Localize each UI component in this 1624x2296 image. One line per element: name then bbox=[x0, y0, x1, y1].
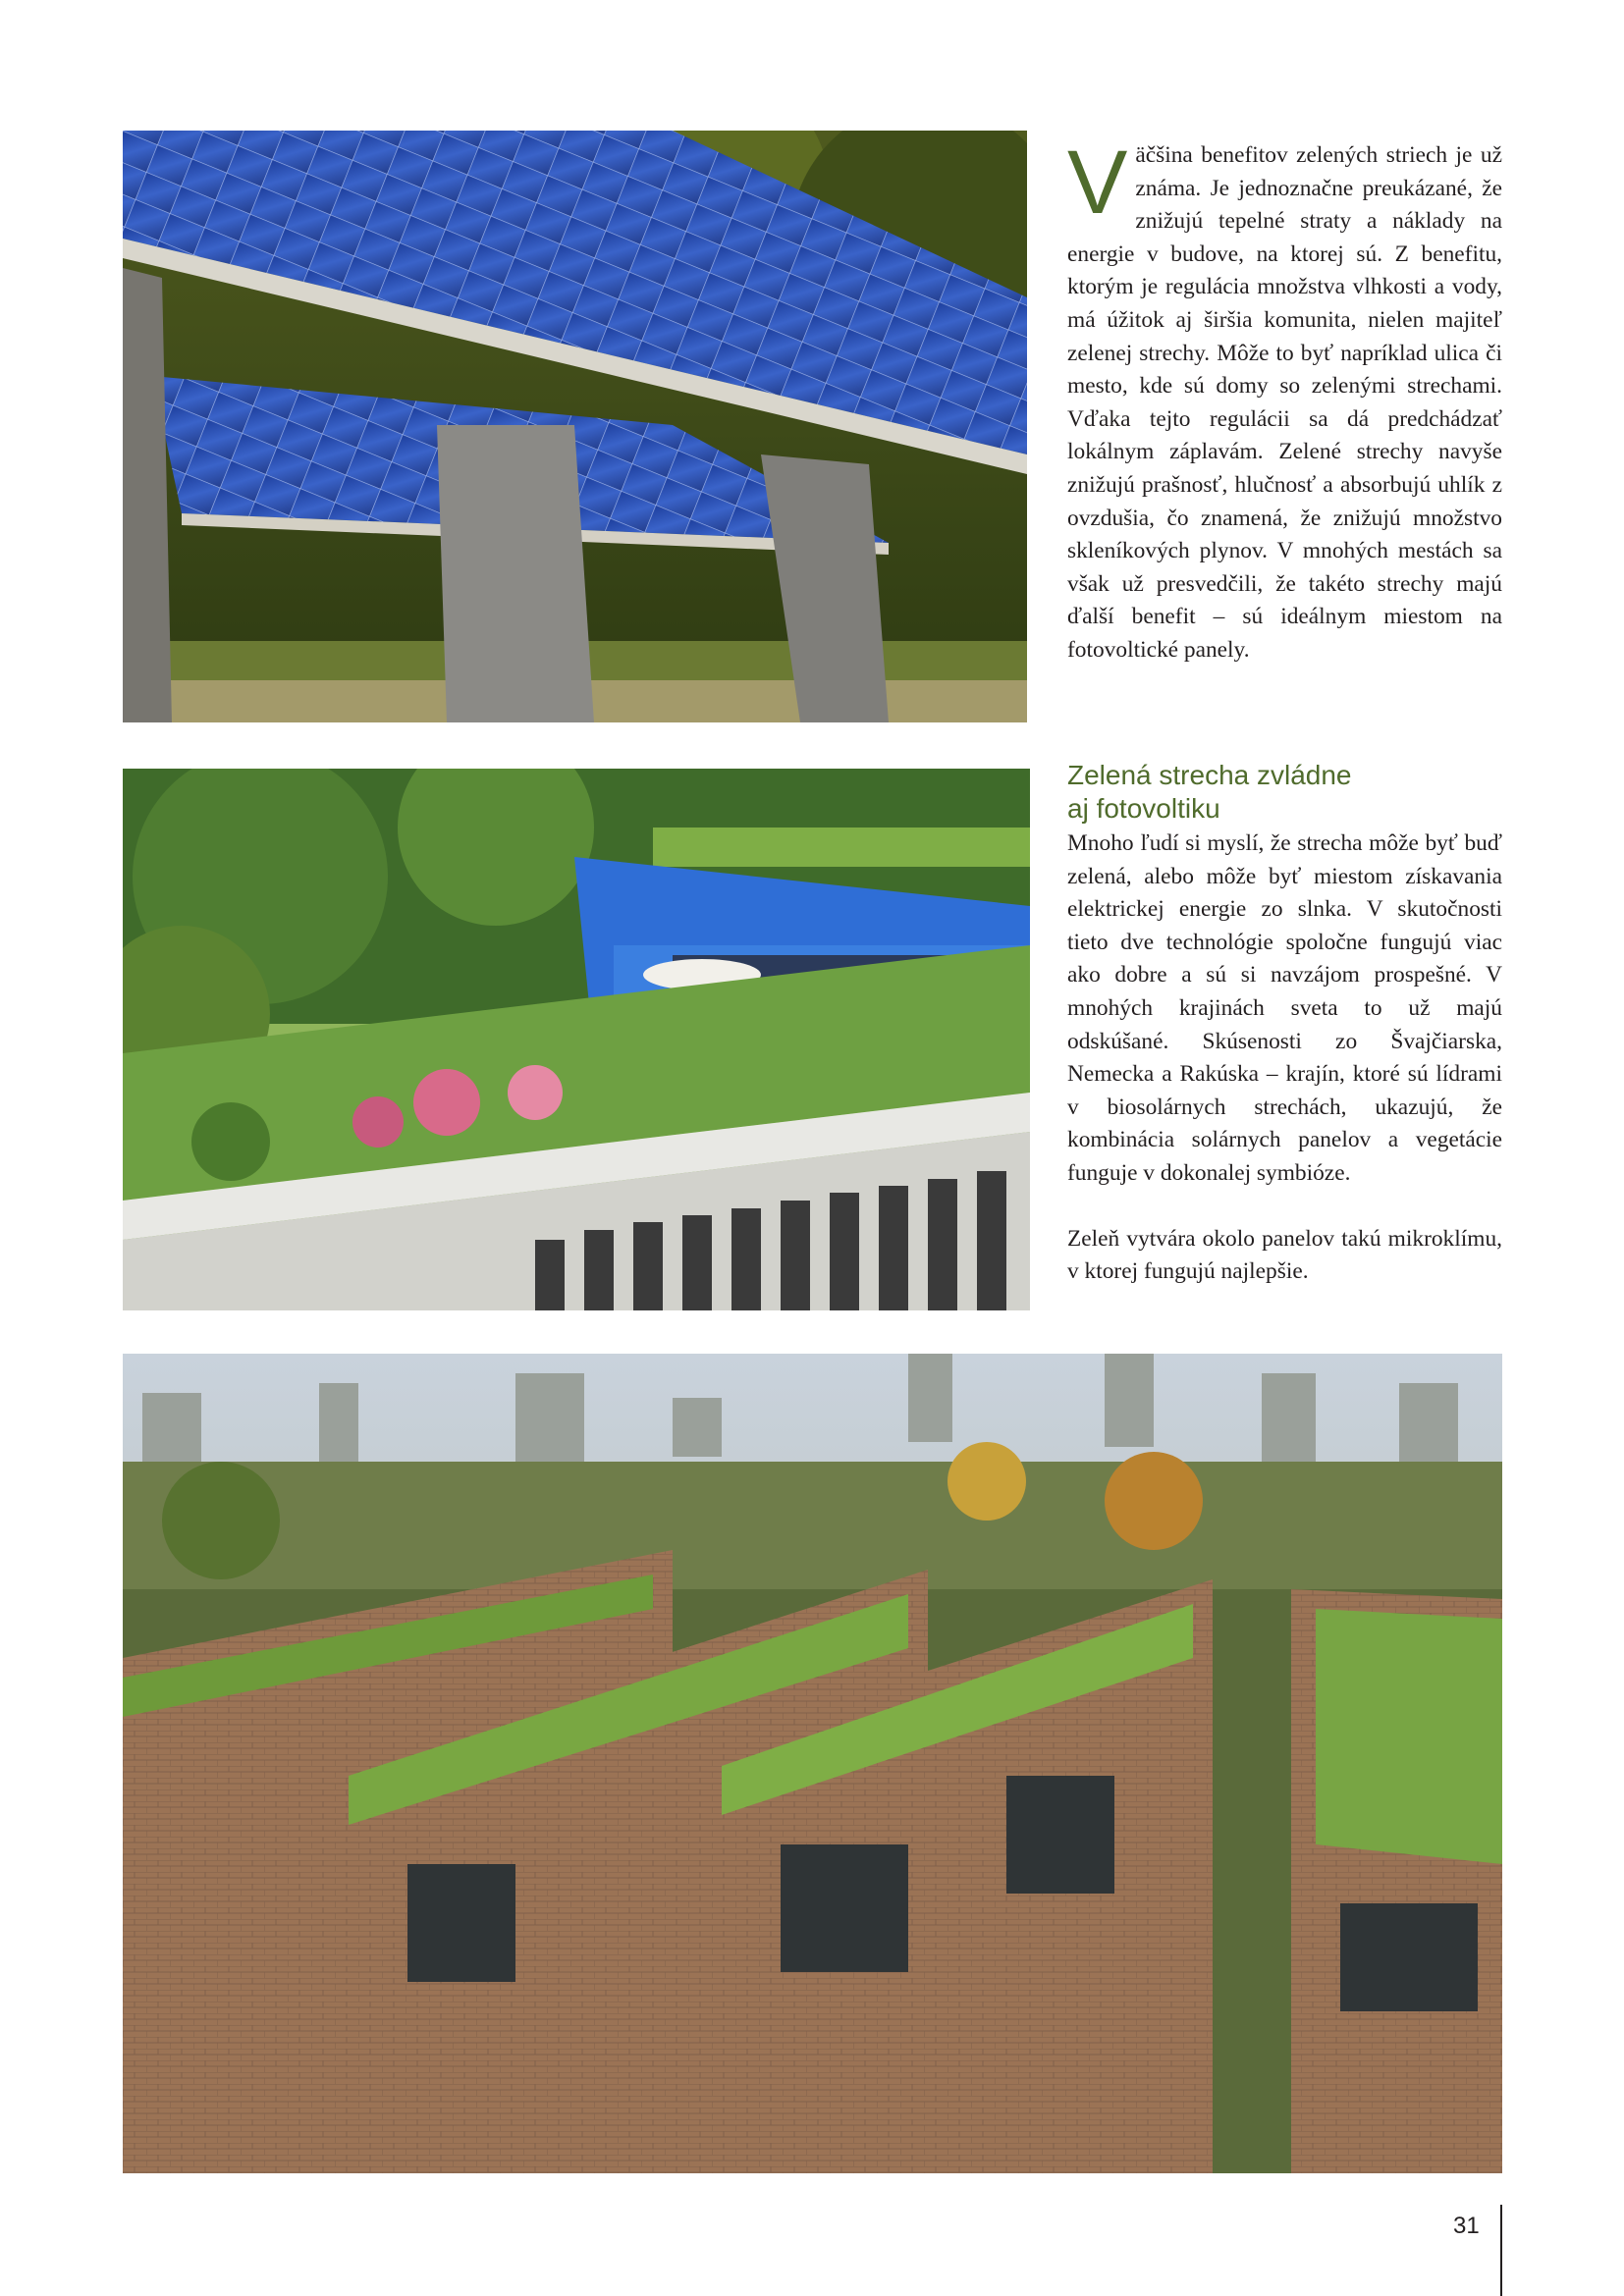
section-heading-line-1: Zelená strecha zvládne bbox=[1067, 760, 1352, 790]
page-number: 31 bbox=[1453, 2213, 1480, 2239]
page-number-rule bbox=[1500, 2205, 1502, 2296]
paragraph-gap bbox=[1067, 1191, 1502, 1223]
section-paragraph-1: Mnoho ľudí si myslí, že strecha môže byť buď zelená, alebo môže byť miestom získavania elektrickej energie zo slnka. V skutočnosti tieto dve technológie spoločne fungujú viac ako dobre a sú si navzájom prospešné. V mnohých krajinách sveta to už majú odskúšané. Skúsenosti zo Švajčiarska, Nemecka a Rakúska – krajín, ktoré sú lídrami v biosolárnych strechách, ukazujú, že kombinácia solárnych panelov a vegetácie funguje v dokonalej symbióze. bbox=[1067, 830, 1502, 1186]
drop-cap: V bbox=[1067, 133, 1128, 233]
section-heading-line-2: aj fotovoltiku bbox=[1067, 793, 1220, 824]
intro-paragraph bbox=[1067, 133, 1502, 667]
section-text-block bbox=[1067, 759, 1502, 1289]
intro-paragraph-text: äčšina benefitov zelených striech je už známa. Je jednoznačne preukázané, že znižujú tepelné straty a náklady na energie v budove, na ktorej sú. Z benefitu, ktorým je regulácia množstva vlhkosti a vody, má úžitok aj širšia komunita, nielen majiteľ zelenej strechy. Môže to byť napríklad ulica či mesto, kde sú domy so zelenými strechami. Vďaka tejto regulácii sa dá predchádzať lokálnym záplavám. Zelené strechy navyše znižujú prašnosť, hlučnosť a absorbujú uhlík z ovzdušia, čo znamená, že znižujú množstvo skleníkových plynov. V mnohých mestách sa však už presvedčili, že takéto strechy majú ďalší benefit – sú ideálnym miestom na fotovoltické panely. bbox=[1067, 142, 1502, 663]
intro-text-block bbox=[1067, 133, 1502, 667]
section-heading bbox=[1067, 759, 1502, 826]
section-paragraph-2: Zeleň vytvára okolo panelov takú mikroklímu, v ktorej fungujú najlepšie. bbox=[1067, 1225, 1502, 1285]
green-roof-houses-photo bbox=[123, 1354, 1502, 2173]
solar-panels-photo bbox=[123, 131, 1027, 722]
rooftop-terrace-photo bbox=[123, 769, 1030, 1310]
